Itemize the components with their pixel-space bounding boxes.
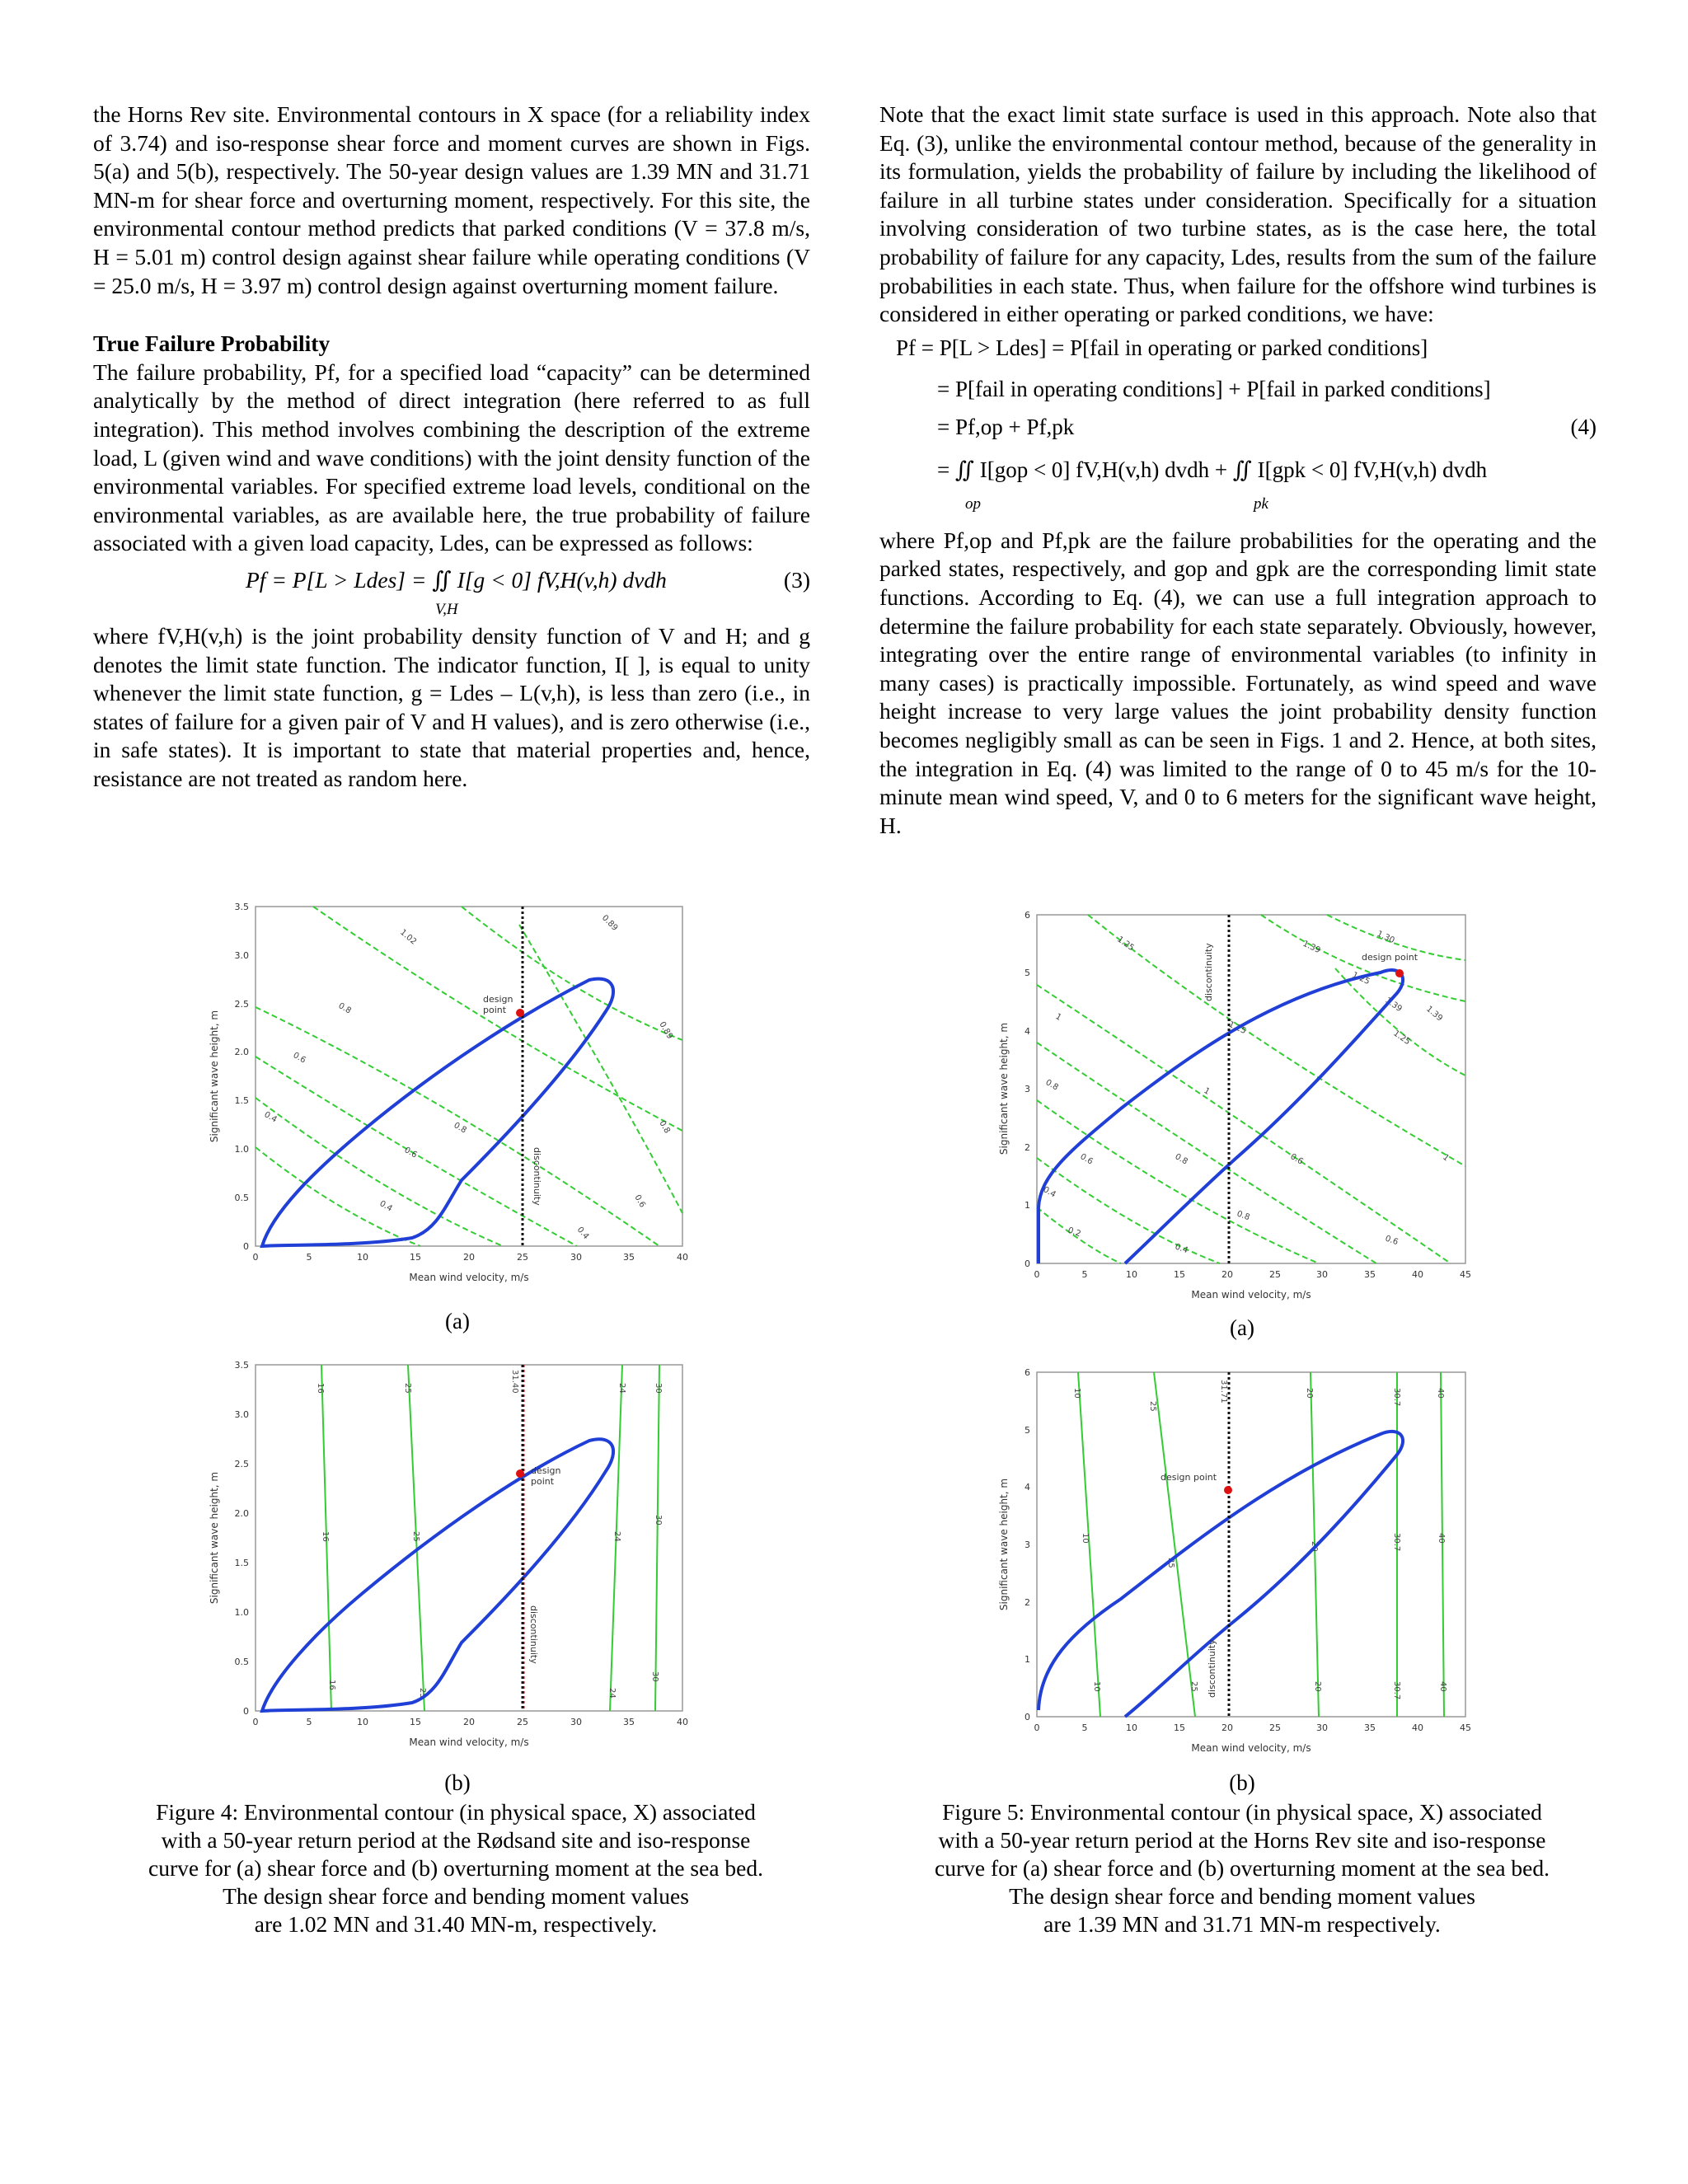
y-tick: 2.5 [234, 1459, 249, 1469]
iso-label: 25 [1148, 1401, 1157, 1412]
x-tick: 25 [1269, 1722, 1281, 1733]
x-tick: 20 [463, 1717, 475, 1727]
figure-5b-plot [989, 1368, 1484, 1764]
y-tick: 1 [1025, 1200, 1030, 1211]
x-tick: 10 [1126, 1722, 1137, 1733]
iso-label: 25 [403, 1383, 412, 1394]
iso-label: 10 [1072, 1388, 1081, 1399]
equation-3-body: Pf = P[L > Ldes] = ∬ I[g < 0] fV,H(v,h) dvdh [246, 566, 667, 593]
iso-label: 0.4 [377, 1199, 394, 1214]
iso-label: 0.6 [402, 1146, 419, 1160]
x-tick: 25 [1269, 1269, 1281, 1280]
iso-label: 25 [1166, 1558, 1175, 1568]
iso-label: 30 [650, 1671, 659, 1682]
x-tick: 15 [410, 1252, 421, 1263]
x-tick: 15 [410, 1717, 421, 1727]
iso-label: 0.6 [1078, 1152, 1095, 1167]
design-point [516, 1469, 524, 1478]
x-tick: 25 [517, 1717, 528, 1727]
left-column [93, 101, 810, 793]
x-ticks [253, 1717, 689, 1727]
iso-label: 20 [1305, 1388, 1314, 1399]
caption-line: The design shear force and bending moment values [1009, 1883, 1475, 1909]
x-tick: 0 [1034, 1722, 1040, 1733]
y-ticks [235, 902, 250, 1252]
y-tick: 0.5 [234, 1657, 249, 1667]
iso-label: 1.39 [1301, 939, 1322, 956]
iso-label: 25 [1189, 1681, 1198, 1692]
y-ticks [235, 1360, 250, 1717]
iso-label: 1.39 [1424, 1004, 1445, 1024]
equation-4-line-1: Pf = P[L > Ldes] = P[fail in operating or parked conditions] [896, 335, 1428, 360]
caption-line: curve for (a) shear force and (b) overturning moment at the sea bed. [148, 1855, 763, 1881]
x-tick: 40 [1412, 1722, 1423, 1733]
x-axis-label: Mean wind velocity, m/s [1191, 1742, 1311, 1754]
figure-4b-sublabel: (b) [444, 1770, 471, 1795]
x-tick: 40 [677, 1252, 688, 1263]
x-axis-label: Mean wind velocity, m/s [1191, 1289, 1311, 1301]
x-tick: 30 [570, 1717, 582, 1727]
iso-label: 16 [316, 1383, 325, 1394]
y-tick: 1.0 [234, 1144, 249, 1155]
caption-line: The design shear force and bending moment values [223, 1883, 689, 1909]
x-tick: 5 [306, 1252, 312, 1263]
iso-label: 24 [607, 1688, 617, 1699]
iso-label: 31.71 [1219, 1380, 1228, 1404]
equation-3-subscript: V,H [435, 600, 458, 618]
design-label-1: design [483, 994, 513, 1005]
iso-labels [1042, 930, 1451, 1256]
x-ticks [1034, 1269, 1472, 1280]
y-tick: 5 [1025, 1425, 1030, 1436]
iso-labels [263, 913, 675, 1241]
caption-line: are 1.39 MN and 31.71 MN-m respectively. [1043, 1911, 1441, 1937]
iso-label: 0.8 [657, 1119, 672, 1136]
equation-4-sub-pk: pk [1254, 494, 1268, 513]
y-tick: 2.5 [234, 999, 249, 1010]
iso-label: 20 [1310, 1541, 1319, 1552]
iso-labels [316, 1370, 663, 1699]
iso-label: 30 [654, 1383, 663, 1394]
discontinuity-label: discontinuity [1207, 1639, 1217, 1698]
y-tick: 6 [1025, 1368, 1030, 1378]
caption-line: are 1.02 MN and 31.40 MN-m, respectively. [254, 1911, 658, 1937]
y-tick: 1.5 [234, 1558, 249, 1568]
caption-line: curve for (a) shear force and (b) overturning moment at the sea bed. [935, 1855, 1550, 1881]
y-tick: 3.5 [234, 1360, 249, 1371]
x-tick: 5 [1081, 1269, 1088, 1280]
x-ticks [253, 1252, 689, 1263]
iso-label: 25 [418, 1688, 427, 1699]
y-tick: 4 [1025, 1026, 1030, 1037]
iso-label: 1.25 [1350, 970, 1372, 987]
iso-label: 1.39 [1383, 996, 1404, 1015]
y-axis-label: Significant wave height, m [209, 1010, 220, 1143]
x-tick: 5 [306, 1717, 312, 1727]
iso-label: 31.40 [510, 1370, 519, 1394]
y-tick: 3.0 [234, 950, 249, 961]
design-label: design point [1160, 1472, 1217, 1483]
y-tick: 0 [1025, 1712, 1030, 1722]
iso-label: 0.89 [599, 913, 620, 933]
right-para-2: where Pf,op and Pf,pk are the failure probabilities for the operating and the parked states, respectively, and gop and gpk are the corresponding limit state functions. According to Eq. (4), we can use a full integration approach to determine the failure probability for each state separately. Obviously, however, integrating over the entire range of environmental variables (to infinity in many cases) is practically impossible. Fortunately, as wind speed and wave height increase to very large values the joint probability density function becomes negligibly small as can be seen in Figs. 1 and 2. Hence, at both sites, the integration in Eq. (4) was limited to the range of 0 to 45 m/s for the 10-minute mean wind speed, V, and 0 to 6 meters for the significant wave height, H. [879, 527, 1597, 838]
caption-line: Figure 5: Environmental contour (in physical space, X) associated [942, 1799, 1542, 1825]
figure-4a [198, 900, 701, 1304]
iso-label: 16 [321, 1531, 330, 1542]
y-tick: 2 [1025, 1142, 1030, 1153]
left-para-2: The failure probability, Pf, for a specified load “capacity” can be determined analytically by the method of direct integration (here referred to as full integration). This method involves combining the description of the extreme load, L (given wind and wave conditions) with the joint density function of the environmental variables. For specified extreme load levels, conditional on the environmental variables, as are available here, the true probability of failure associated with a given load capacity, Ldes, can be expressed as follows: [93, 359, 810, 556]
iso-response-curves [1037, 915, 1465, 1263]
iso-response-curves [256, 907, 682, 1246]
right-column [879, 101, 1597, 840]
y-tick: 2.0 [234, 1047, 249, 1057]
y-tick: 0 [1025, 1258, 1030, 1269]
iso-label: 0.8 [336, 1001, 353, 1016]
iso-label: 0.8 [1043, 1078, 1060, 1093]
iso-label: 20 [1313, 1681, 1322, 1692]
x-tick: 20 [463, 1252, 475, 1263]
x-tick: 35 [623, 1252, 635, 1263]
iso-label: 1.25 [1115, 935, 1136, 954]
x-tick: 45 [1460, 1269, 1471, 1280]
y-axis-label: Significant wave height, m [998, 1478, 1010, 1611]
x-tick: 10 [357, 1252, 368, 1263]
iso-label: 30.7 [1392, 1681, 1401, 1700]
x-tick: 0 [252, 1252, 259, 1263]
x-tick: 30 [1316, 1722, 1328, 1733]
left-para-1: the Horns Rev site. Environmental contours in X space (for a reliability index of 3.74) and iso-response shear force and moment curves are shown in Figs. 5(a) and 5(b), respectively. The 50-year design values are 1.39 MN and 31.71 MN-m for shear force and overturning moment, respectively. For this site, the environmental contour method predicts that parked conditions (V = 37.8 m/s, H = 5.01 m) control design against shear failure while operating conditions (V = 25.0 m/s, H = 3.97 m) control design against overturning moment failure. [93, 101, 810, 298]
figure-5a-plot [989, 911, 1484, 1306]
iso-label: 30 [654, 1515, 663, 1526]
y-tick: 0 [243, 1706, 249, 1717]
figure-5-caption [896, 1798, 1588, 1938]
figure-4b-plot [198, 1358, 701, 1762]
iso-label: 0.2 [1066, 1226, 1082, 1240]
equation-4-line-2: = P[fail in operating conditions] + P[fail in parked conditions] [937, 376, 1491, 401]
y-tick: 0.5 [234, 1193, 249, 1203]
plot-frame [1037, 915, 1465, 1263]
iso-response-curves [321, 1365, 659, 1711]
design-point [1395, 969, 1404, 977]
iso-label: 1.30 [1375, 929, 1396, 946]
equation-3 [93, 563, 810, 618]
iso-labels [1072, 1380, 1447, 1699]
x-tick: 10 [357, 1717, 368, 1727]
y-tick: 4 [1025, 1482, 1030, 1493]
iso-label: 0.4 [262, 1110, 279, 1125]
x-tick: 30 [1316, 1269, 1328, 1280]
x-tick: 25 [517, 1252, 528, 1263]
equation-4 [879, 334, 1597, 523]
iso-label: 10 [1081, 1533, 1090, 1544]
iso-label: 1.25 [1391, 1029, 1412, 1047]
iso-label: 40 [1436, 1388, 1445, 1399]
iso-label: 0.6 [291, 1051, 307, 1066]
y-tick: 6 [1025, 911, 1030, 921]
equation-4-number: (4) [1570, 414, 1597, 439]
x-tick: 35 [1364, 1269, 1376, 1280]
left-para-3: where fV,H(v,h) is the joint probability density function of V and H; and g denotes the limit state function. The indicator function, I[ ], is equal to unity whenever the limit state function, g = Ldes – L(v,h), is less than zero (i.e., in states of failure for a given pair of V and H values), and is zero otherwise (i.e., in safe states). It is important to state that material properties and, hence, resistance are not treated as random here. [93, 622, 810, 791]
y-tick: 3.0 [234, 1409, 249, 1420]
iso-label: 0.4 [1041, 1185, 1057, 1200]
x-tick: 30 [570, 1252, 582, 1263]
x-tick: 0 [1034, 1269, 1040, 1280]
discontinuity-label: discontinuity [1203, 943, 1214, 1001]
x-tick: 10 [1126, 1269, 1137, 1280]
y-tick: 1 [1025, 1654, 1030, 1665]
iso-label: 0.89 [657, 1020, 675, 1041]
iso-label: 0.4 [574, 1225, 591, 1242]
y-axis-label: Significant wave height, m [998, 1022, 1010, 1155]
environmental-contour [1039, 1432, 1403, 1717]
y-tick: 2 [1025, 1597, 1030, 1608]
x-tick: 35 [1364, 1722, 1376, 1733]
iso-label: 0.4 [1173, 1242, 1189, 1256]
caption-line: Figure 4: Environmental contour (in physical space, X) associated [156, 1799, 756, 1825]
y-tick: 5 [1025, 968, 1030, 978]
x-tick: 5 [1081, 1722, 1088, 1733]
x-tick: 45 [1460, 1722, 1471, 1733]
iso-label: 0.8 [1235, 1209, 1251, 1223]
y-axis-label: Significant wave height, m [209, 1471, 220, 1605]
x-ticks [1034, 1722, 1472, 1733]
design-label-1: design [531, 1465, 561, 1476]
iso-label: 16 [327, 1680, 336, 1690]
y-tick: 1.0 [234, 1607, 249, 1618]
iso-label: 1.25 [1226, 1019, 1248, 1037]
iso-label: 40 [1438, 1681, 1447, 1692]
iso-label: 1 [1441, 1152, 1451, 1164]
iso-label: 10 [1092, 1681, 1101, 1692]
iso-label: 0.6 [1288, 1152, 1305, 1167]
y-tick: 0 [243, 1241, 249, 1252]
equation-3-number: (3) [783, 566, 810, 593]
figure-5b-sublabel: (b) [1229, 1770, 1255, 1795]
x-tick: 20 [1221, 1722, 1233, 1733]
caption-line: with a 50-year return period at the Rødsand site and iso-response [161, 1827, 751, 1853]
y-tick: 3 [1025, 1084, 1030, 1094]
x-tick: 40 [677, 1717, 688, 1727]
x-tick: 40 [1412, 1269, 1423, 1280]
figure-4-caption [110, 1798, 802, 1938]
y-tick: 3.5 [234, 902, 249, 912]
design-point [516, 1009, 524, 1017]
y-tick: 2.0 [234, 1508, 249, 1519]
x-tick: 0 [252, 1717, 259, 1727]
iso-response-curves [1078, 1372, 1444, 1717]
design-label-2: point [531, 1476, 555, 1487]
figure-4b [198, 1358, 701, 1762]
right-para-1: Note that the exact limit state surface is used in this approach. Note also that Eq. (3), unlike the environmental contour method, because of the generality in its formulation, yields the probability of failure by including the likelihood of failure in all turbine states under consideration. Specifically for a situation involving consideration of two turbine states, as is the case here, the total probability of failure for any capacity, Ldes, results from the sum of the failure probabilities in each state. Thus, when failure for the offshore wind turbines is considered in either operating or parked conditions, we have: [879, 101, 1597, 327]
iso-label: 30.7 [1392, 1533, 1401, 1552]
caption-line: with a 50-year return period at the Horns Rev site and iso-response [938, 1827, 1546, 1853]
iso-label: 1.02 [398, 927, 419, 947]
iso-label: 0.8 [1173, 1152, 1189, 1167]
iso-label: 40 [1437, 1533, 1446, 1544]
figure-5b [989, 1368, 1484, 1764]
figure-5a [989, 911, 1484, 1306]
x-tick: 15 [1174, 1269, 1185, 1280]
discontinuity-label: discontinuity [532, 1147, 542, 1206]
discontinuity-label: discontinuity [528, 1605, 539, 1664]
y-tick: 3 [1025, 1540, 1030, 1550]
iso-label: 0.6 [1383, 1234, 1400, 1248]
design-label: design point [1362, 952, 1418, 963]
iso-label: 24 [617, 1383, 626, 1394]
x-axis-label: Mean wind velocity, m/s [409, 1736, 529, 1748]
iso-label: 0.6 [632, 1193, 647, 1210]
iso-label: 25 [411, 1531, 420, 1542]
design-point [1224, 1486, 1232, 1494]
equation-4-line-3: = Pf,op + Pf,pk [937, 414, 1075, 439]
iso-label: 1 [1202, 1086, 1212, 1097]
iso-label: 24 [612, 1531, 621, 1542]
environmental-contour [262, 1439, 613, 1711]
x-tick: 15 [1174, 1722, 1185, 1733]
plot-frame [256, 907, 682, 1246]
environmental-contour [262, 979, 613, 1246]
y-ticks [1025, 1368, 1030, 1722]
figure-4a-plot [198, 900, 701, 1304]
iso-label: 30.7 [1392, 1388, 1401, 1407]
section-heading: True Failure Probability [93, 330, 331, 357]
x-axis-label: Mean wind velocity, m/s [409, 1272, 529, 1283]
y-ticks [1025, 911, 1030, 1269]
y-tick: 1.5 [234, 1095, 249, 1106]
figure-5a-sublabel: (a) [1230, 1315, 1254, 1340]
equation-4-sub-op: op [965, 494, 981, 513]
design-label-2: point [483, 1005, 507, 1015]
equation-4-line-4: = ∬ I[gop < 0] fV,H(v,h) dvdh + ∬ I[gpk < 0] fV,H(v,h) dvdh [937, 457, 1488, 482]
x-tick: 20 [1221, 1269, 1233, 1280]
iso-label: 1 [1053, 1012, 1063, 1023]
figure-4a-sublabel: (a) [445, 1309, 470, 1333]
iso-label: 0.8 [452, 1121, 468, 1136]
x-tick: 35 [623, 1717, 635, 1727]
